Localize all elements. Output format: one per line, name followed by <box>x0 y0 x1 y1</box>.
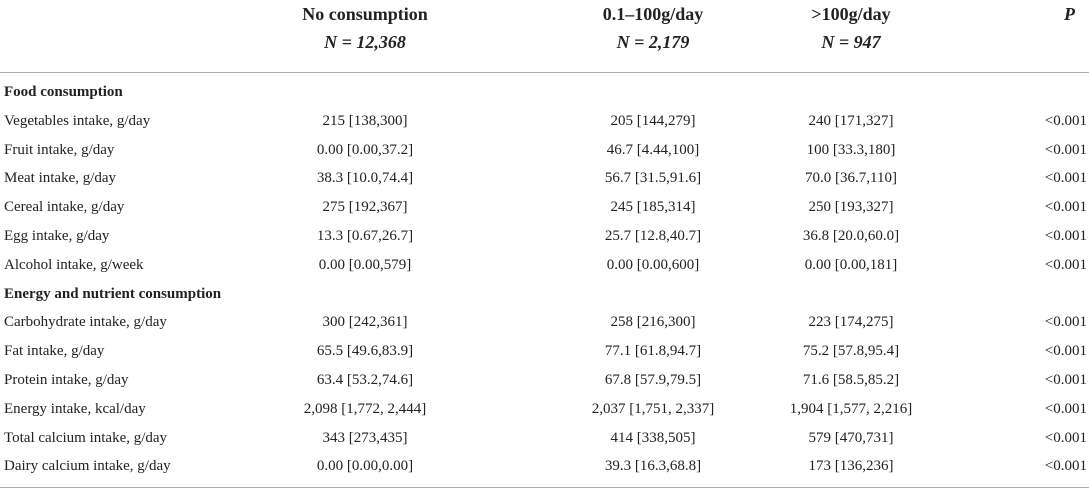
cell-low-consumption: 414 [338,505] <box>610 429 696 446</box>
cell-no-consumption: 13.3 [0.67,26.7] <box>316 228 414 244</box>
header-col-high-consumption <box>741 2 961 54</box>
cell-p-value: <0.001 <box>1044 429 1087 446</box>
cell-p-value: <0.001 <box>1044 141 1087 158</box>
header-col-no-consumption <box>255 2 475 54</box>
cell-no-consumption: 2,098 [1,772, 2,444] <box>303 400 427 417</box>
cell-high-consumption: 0.00 [0.00,181] <box>804 256 898 273</box>
cell-p-value: <0.001 <box>1044 400 1087 417</box>
cell-no-consumption: 343 [273,435] <box>322 429 408 446</box>
cell-no-consumption: 38.3 [10.0,74.4] <box>316 170 414 187</box>
bottom-rule <box>0 487 1089 488</box>
row-label: Energy intake, kcal/day <box>4 400 146 417</box>
cell-high-consumption: 100 [33.3,180] <box>806 141 896 158</box>
cell-high-consumption: 250 [193,327] <box>808 199 894 216</box>
row-label: Fat intake, g/day <box>4 343 105 360</box>
cell-low-consumption: 245 [185,314] <box>610 199 696 216</box>
cell-p-value: <0.001 <box>1044 372 1087 388</box>
row-label: Protein intake, g/day <box>4 372 129 388</box>
cell-low-consumption: 67.8 [57.9,79.5] <box>604 372 702 388</box>
cell-low-consumption: 2,037 [1,751, 2,337] <box>591 400 715 417</box>
cell-p-value: <0.001 <box>1044 199 1087 216</box>
row-label: Alcohol intake, g/week <box>4 256 144 273</box>
cell-low-consumption: 0.00 [0.00,600] <box>606 256 700 273</box>
cell-low-consumption: 46.7 [4.44,100] <box>606 141 700 158</box>
cell-no-consumption: 215 [138,300] <box>322 112 408 129</box>
header-n: N = 947 <box>821 32 881 52</box>
header-title: No consumption <box>302 4 428 24</box>
section-title: Energy and nutrient consumption <box>4 285 222 302</box>
row-label: Carbohydrate intake, g/day <box>4 314 167 331</box>
cell-high-consumption: 71.6 [58.5,85.2] <box>802 372 900 388</box>
header-title: >100g/day <box>811 4 891 24</box>
cell-no-consumption: 0.00 [0.00,579] <box>318 256 412 273</box>
cell-p-value: <0.001 <box>1044 112 1087 129</box>
row-label: Dairy calcium intake, g/day <box>4 458 171 475</box>
section-title: Food consumption <box>4 84 123 100</box>
cell-p-value: <0.001 <box>1044 256 1087 273</box>
row-label: Cereal intake, g/day <box>4 199 125 216</box>
cell-no-consumption: 65.5 [49.6,83.9] <box>316 343 414 360</box>
cell-p-value: <0.001 <box>1044 458 1087 475</box>
cell-low-consumption: 39.3 [16.3,68.8] <box>604 458 702 475</box>
cell-high-consumption: 240 [171,327] <box>808 112 894 129</box>
cell-low-consumption: 258 [216,300] <box>610 314 696 331</box>
cell-high-consumption: 223 [174,275] <box>808 314 894 331</box>
cell-high-consumption: 173 [136,236] <box>808 458 894 475</box>
cell-high-consumption: 579 [470,731] <box>808 429 894 446</box>
cell-high-consumption: 1,904 [1,577, 2,216] <box>789 400 913 417</box>
cell-p-value: <0.001 <box>1044 314 1087 331</box>
cell-p-value: <0.001 <box>1044 343 1087 360</box>
top-rule <box>0 72 1089 73</box>
row-label: Vegetables intake, g/day <box>4 112 151 129</box>
row-label: Egg intake, g/day <box>4 228 110 244</box>
cell-high-consumption: 36.8 [20.0,60.0] <box>802 228 900 244</box>
cell-high-consumption: 70.0 [36.7,110] <box>805 170 897 187</box>
header-col-low-consumption <box>543 2 763 54</box>
row-label: Meat intake, g/day <box>4 170 117 187</box>
cell-p-value: <0.001 <box>1044 228 1087 244</box>
cell-high-consumption: 75.2 [57.8,95.4] <box>802 343 900 360</box>
cell-no-consumption: 0.00 [0.00,37.2] <box>316 141 414 158</box>
header-n: N = 12,368 <box>324 32 406 52</box>
cell-low-consumption: 56.7 [31.5,91.6] <box>604 170 702 187</box>
row-label: Total calcium intake, g/day <box>4 429 168 446</box>
cell-no-consumption: 63.4 [53.2,74.6] <box>316 372 414 388</box>
cell-p-value: <0.001 <box>1044 170 1087 187</box>
cell-no-consumption: 300 [242,361] <box>322 314 408 331</box>
cell-no-consumption: 0.00 [0.00,0.00] <box>316 458 414 475</box>
row-label: Fruit intake, g/day <box>4 141 115 158</box>
header-title: 0.1–100g/day <box>602 4 704 24</box>
header-p-value: P <box>1064 4 1075 24</box>
cell-low-consumption: 25.7 [12.8,40.7] <box>604 228 702 244</box>
cell-low-consumption: 77.1 [61.8,94.7] <box>604 343 702 360</box>
header-n: N = 2,179 <box>616 32 690 52</box>
cell-no-consumption: 275 [192,367] <box>322 199 408 216</box>
cell-low-consumption: 205 [144,279] <box>610 112 696 129</box>
